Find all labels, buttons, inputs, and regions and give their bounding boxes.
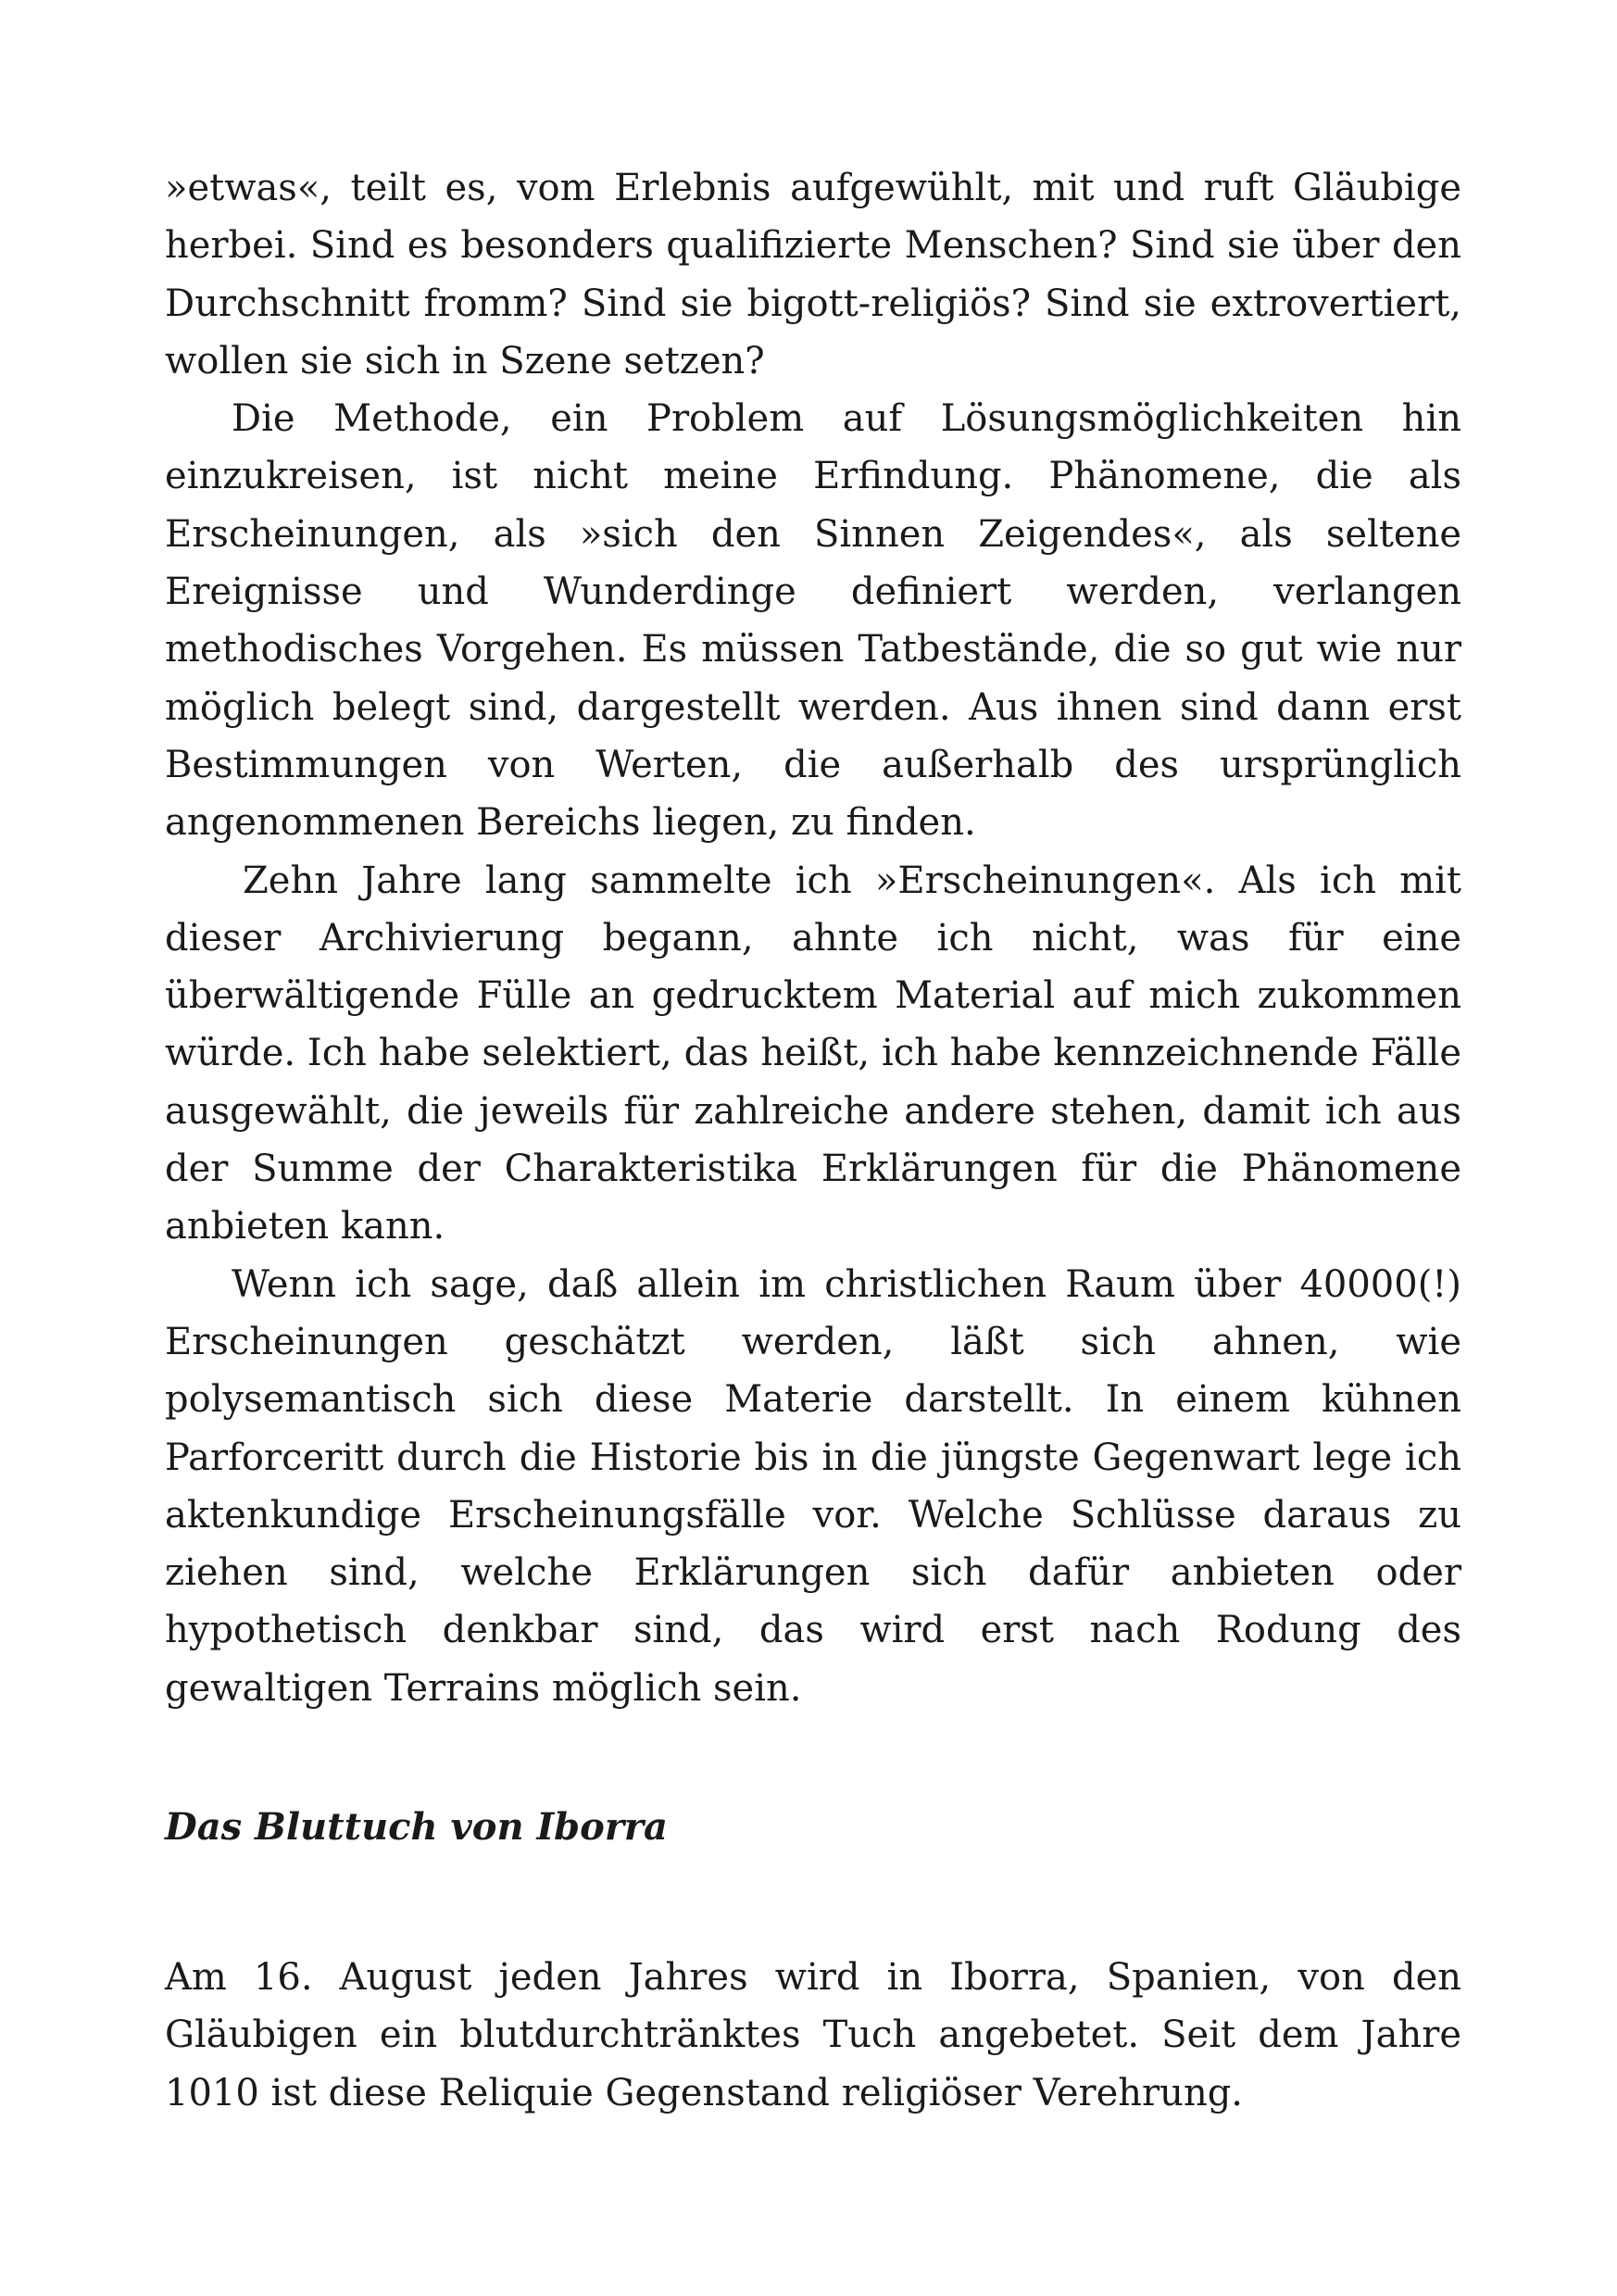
paragraph-archive: Zehn Jahre lang sammelte ich »Erscheinungen«. Als ich mit dieser Archivierung begann, ahnte ich nicht, was für eine überwältigende Fülle an gedrucktem Material auf mich zukommen würde. Ich habe selektiert, das heißt, ich habe kennzeichnende Fälle ausgewählt, die jeweils für zahlreiche andere stehen, damit ich aus der Summe der Charakteristika Erklärungen für die Phänomene anbieten kann. — [165, 859, 1461, 1248]
paragraph-iborra: Am 16. August jeden Jahres wird in Iborra, Spanien, von den Gläubigen ein blutdurchtränktes Tuch angebetet. Seit dem Jahre 1010 ist diese Reliquie Gegenstand religiöser Verehrung. — [165, 1956, 1461, 2114]
paragraph-continuation: »etwas«, teilt es, vom Erlebnis aufgewühlt, mit und ruft Gläubige herbei. Sind es besonders qualifizierte Menschen? Sind sie über den Durchschnitt fromm? Sind sie bigott-religiös? Sind sie extrovertiert, wollen sie sich in Szene setzen? — [165, 167, 1461, 383]
paragraph-method: Die Methode, ein Problem auf Lösungsmöglichkeiten hin einzukreisen, ist nicht meine Erfindung. Phänomene, die als Erscheinungen, als »sich den Sinnen Zeigendes«, als seltene Ereignisse und Wunderdinge definiert werden, verlangen methodisches Vorgehen. Es müssen Tatbestände, die so gut wie nur möglich belegt sind, dargestellt werden. Aus ihnen sind dann erst Bestimmungen von Werten, die außerhalb des ursprünglich angenommenen Bereichs liegen, zu finden. — [165, 397, 1461, 845]
document-page — [165, 159, 1461, 2122]
section-heading: Das Bluttuch von Iborra — [165, 1805, 668, 1850]
paragraph-apparitions-count: Wenn ich sage, daß allein im christlichen Raum über 40000(!) Erscheinungen geschätzt werden, läßt sich ahnen, wie polysemantisch sich diese Materie darstellt. In einem kühnen Parforceritt durch die Historie bis in die jüngste Gegenwart lege ich aktenkundige Erscheinungsfälle vor. Welche Schlüsse daraus zu ziehen sind, welche Erklärungen sich dafür anbieten oder hypothetisch denkbar sind, das wird erst nach Rodung des gewaltigen Terrains möglich sein. — [165, 1262, 1461, 1710]
